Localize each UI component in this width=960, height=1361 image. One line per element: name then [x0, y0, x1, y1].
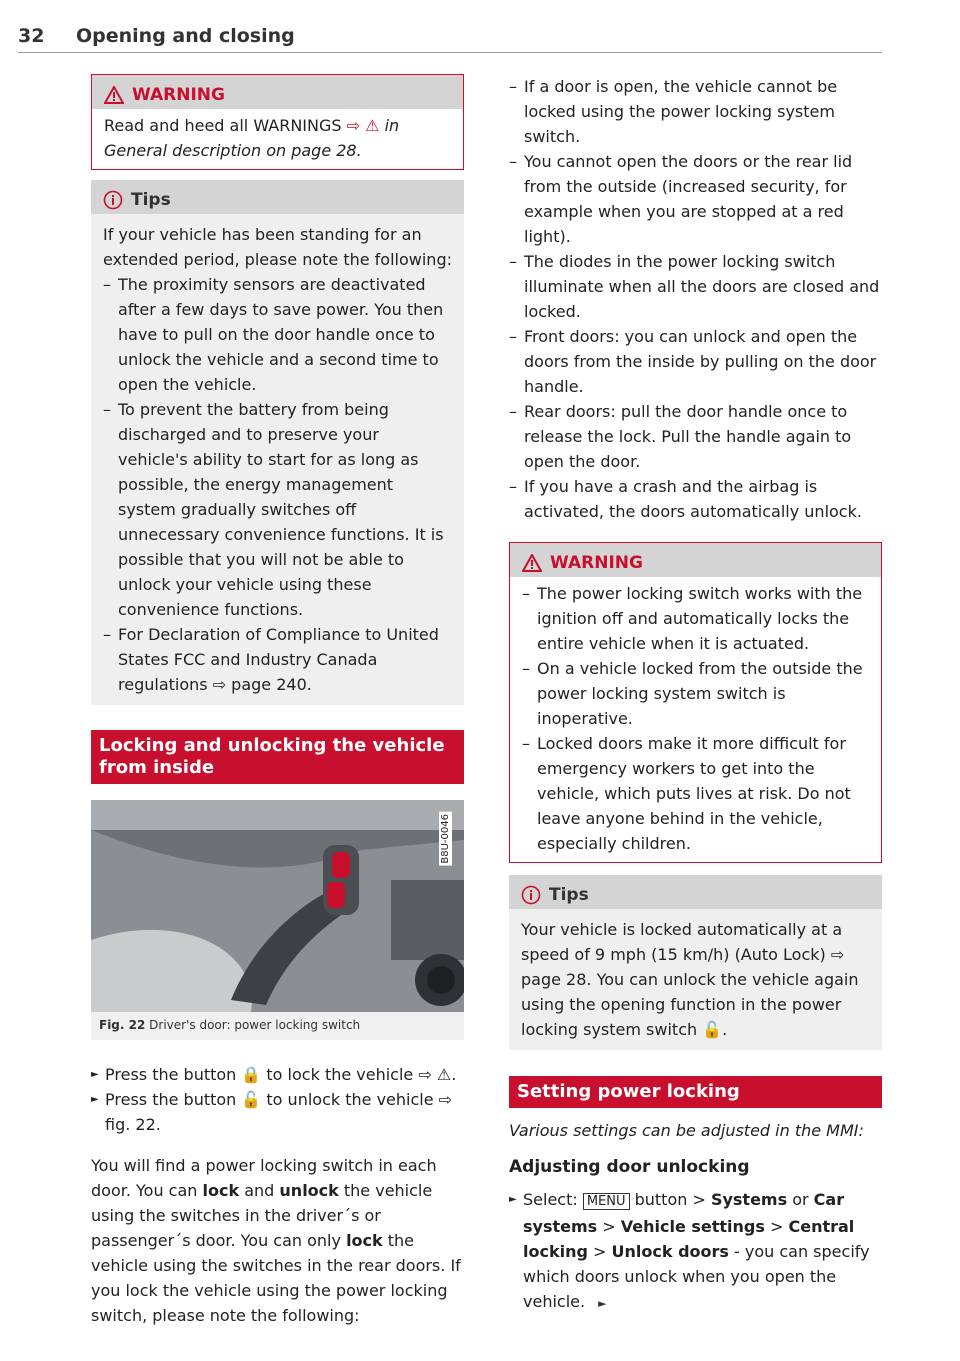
- lock-notes-list: [509, 74, 882, 524]
- step-lock: ► Press the button 🔒 to lock the vehicle ⇨ ⚠.: [91, 1062, 464, 1087]
- info-icon: [521, 885, 541, 905]
- page-header: [18, 22, 882, 53]
- right-column: [509, 74, 882, 1316]
- warning-triangle-icon: [522, 554, 542, 572]
- list-item: – For Declaration of Compliance to United States FCC and Industry Canada regulations ⇨ page 240.: [103, 622, 452, 697]
- list-item: – On a vehicle locked from the outside the power locking system switch is inoperative.: [522, 656, 869, 731]
- warning-list: [522, 581, 869, 856]
- continue-arrow-icon: ►: [598, 1297, 607, 1310]
- section-heading: Setting power locking: [509, 1076, 882, 1108]
- step-select: ► Select: MENU button > Systems or Car systems > Vehicle settings > Central locking > Unlock doors - you can specify which doors unlock when you open the vehicle. ►: [509, 1187, 882, 1316]
- warning-header: [92, 75, 463, 109]
- warning-triangle-icon: [104, 86, 124, 104]
- list-item: – If a door is open, the vehicle cannot be locked using the power locking system switch.: [509, 74, 882, 149]
- menu-key: MENU: [583, 1193, 630, 1210]
- list-item: – The proximity sensors are deactivated after a few days to save power. You then have to pull on the door handle once to unlock the vehicle and a second time to open the vehicle.: [103, 272, 452, 397]
- figure-code: B8U-0046: [440, 814, 451, 864]
- warning-title: WARNING: [550, 553, 643, 573]
- warning-ref-icon: ⚠: [365, 116, 380, 135]
- list-item: – Locked doors make it more difficult for emergency workers to get into the vehicle, which puts lives at risk. Do not leave anyone behind in the vehicle, especially children.: [522, 731, 869, 856]
- tips-title: Tips: [549, 885, 589, 905]
- list-item: – You cannot open the doors or the rear lid from the outside (increased security, for example when you are stopped at a red light).: [509, 149, 882, 249]
- tips-list: [103, 272, 452, 697]
- tips-title: Tips: [131, 190, 171, 210]
- tips-header: [91, 180, 464, 214]
- list-item: – Front doors: you can unlock and open the doors from the inside by pulling on the door handle.: [509, 324, 882, 399]
- warning-title: WARNING: [132, 85, 225, 105]
- warning-text: Read and heed all WARNINGS ⇨ ⚠ in General description on page 28.: [104, 116, 400, 160]
- list-item: – The diodes in the power locking switch illuminate when all the doors are closed and locked.: [509, 249, 882, 324]
- warning-box: [91, 74, 464, 170]
- section-heading: Locking and unlocking the vehicle from inside: [91, 730, 464, 784]
- subheading: Adjusting door unlocking: [509, 1157, 750, 1177]
- figure: [91, 800, 464, 1040]
- body-paragraph: You will find a power locking switch in each door. You can lock and unlock the vehicle using the switches in the driver´s or passenger´s door. You can only lock the vehicle using the switches in the rear doors. If you lock the vehicle using the power locking switch, please note the following:: [91, 1156, 461, 1325]
- section-intro: Various settings can be adjusted in the MMI:: [509, 1121, 864, 1140]
- warning-header: [510, 543, 881, 577]
- warning-box: [509, 542, 882, 863]
- door-switch-photo: [91, 800, 464, 1012]
- figure-caption: Fig. 22 Driver's door: power locking switch: [99, 1018, 361, 1032]
- list-item: – The power locking switch works with the ignition off and automatically locks the entire vehicle when it is actuated.: [522, 581, 869, 656]
- list-item: – Rear doors: pull the door handle once to release the lock. Pull the handle again to open the door.: [509, 399, 882, 474]
- left-column: [91, 74, 464, 1328]
- step-unlock: ► Press the button 🔓 to unlock the vehicle ⇨ fig. 22.: [91, 1087, 464, 1137]
- tips-box: [509, 875, 882, 1050]
- link-arrow-icon[interactable]: ⇨: [346, 116, 361, 135]
- list-item: – If you have a crash and the airbag is activated, the doors automatically unlock.: [509, 474, 882, 524]
- tips-intro: If your vehicle has been standing for an extended period, please note the following:: [103, 225, 452, 269]
- info-icon: [103, 190, 123, 210]
- chapter-title: Opening and closing: [76, 25, 295, 47]
- tips-text: Your vehicle is locked automatically at a speed of 9 mph (15 km/h) (Auto Lock) ⇨ page 28. You can unlock the vehicle again using the opening function in the power locking system switch 🔓.: [521, 920, 859, 1039]
- tips-header: [509, 875, 882, 909]
- list-item: – To prevent the battery from being discharged and to preserve your vehicle's ability to start for as long as possible, the energy management system gradually switches off unnecessary convenience functions. It is possible that you will not be able to unlock your vehicle using these convenience functions.: [103, 397, 452, 622]
- tips-box: [91, 180, 464, 705]
- page-number: 32: [18, 25, 45, 47]
